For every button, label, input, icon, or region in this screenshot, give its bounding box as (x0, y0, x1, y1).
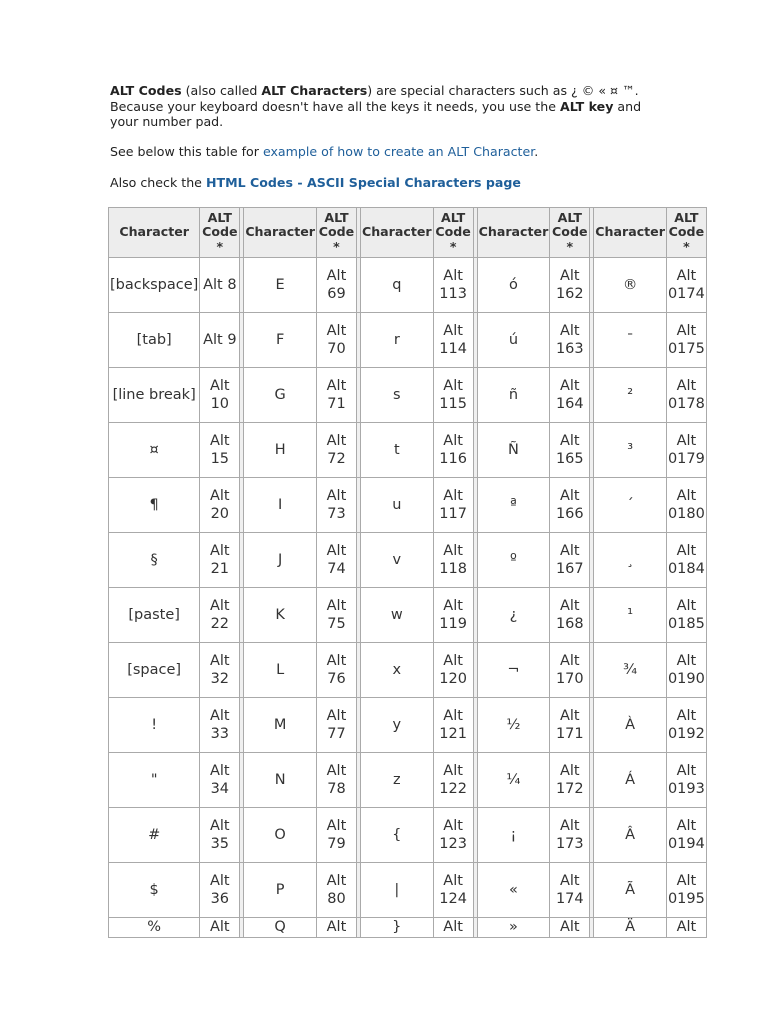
character-cell: Â (594, 808, 667, 863)
character-cell: O (244, 808, 317, 863)
html-codes-link[interactable]: HTML Codes - ASCII Special Characters page (205, 175, 521, 190)
alt-code-cell: Alt 168 (550, 588, 590, 643)
character-cell: [backspace] (109, 258, 200, 313)
character-cell: H (244, 423, 317, 478)
alt-code-cell: Alt 0180 (667, 478, 707, 533)
table-row (109, 643, 707, 698)
alt-code-cell: Alt 0175 (667, 313, 707, 368)
character-cell: } (361, 918, 434, 938)
character-cell: ¯ (594, 313, 667, 368)
alt-code-cell: Alt 69 (317, 258, 357, 313)
example-link[interactable]: example of how to create an ALT Character (262, 144, 535, 159)
alt-code-cell: Alt 0195 (667, 863, 707, 918)
alt-code-cell: Alt 122 (434, 753, 474, 808)
alt-code-cell: Alt 0179 (667, 423, 707, 478)
character-cell: $ (109, 863, 200, 918)
alt-code-cell: Alt 172 (550, 753, 590, 808)
table-row (109, 808, 707, 863)
also-check-paragraph (110, 175, 521, 191)
character-cell: ¤ (109, 423, 200, 478)
header-alt-code: ALT Code * (550, 208, 590, 258)
character-cell: ñ (478, 368, 551, 423)
character-cell: ú (478, 313, 551, 368)
alt-code-cell: Alt 70 (317, 313, 357, 368)
see-below-paragraph (110, 144, 538, 160)
alt-code-cell: Alt 0174 (667, 258, 707, 313)
intro-text-2: ) are special characters such as ¿ © « ¤ ™. Because your keyboard doesn't have all the keys it needs, you use the (110, 83, 639, 114)
header-character: Character (594, 208, 667, 258)
character-cell: L (244, 643, 317, 698)
alt-code-cell: Alt 167 (550, 533, 590, 588)
character-cell: ¼ (478, 753, 551, 808)
alt-code-cell: Alt 73 (317, 478, 357, 533)
character-cell: | (361, 863, 434, 918)
character-cell: ½ (478, 698, 551, 753)
table-row (109, 368, 707, 423)
character-cell: E (244, 258, 317, 313)
see-below-text: See below this table for (110, 144, 263, 159)
alt-code-cell: Alt 80 (317, 863, 357, 918)
character-cell: x (361, 643, 434, 698)
alt-code-cell: Alt 119 (434, 588, 474, 643)
character-cell: ® (594, 258, 667, 313)
alt-code-cell: Alt (200, 918, 240, 938)
alt-code-cell: Alt 21 (200, 533, 240, 588)
alt-code-cell: Alt (434, 918, 474, 938)
alt-code-cell: Alt 173 (550, 808, 590, 863)
character-cell: § (109, 533, 200, 588)
alt-code-cell: Alt 22 (200, 588, 240, 643)
character-cell: ´ (594, 478, 667, 533)
header-character: Character (361, 208, 434, 258)
character-cell: J (244, 533, 317, 588)
character-cell: ¹ (594, 588, 667, 643)
alt-code-cell: Alt 113 (434, 258, 474, 313)
table-row (109, 753, 707, 808)
alt-code-cell: Alt 74 (317, 533, 357, 588)
character-cell: r (361, 313, 434, 368)
character-cell: q (361, 258, 434, 313)
alt-code-cell: Alt 174 (550, 863, 590, 918)
character-cell: # (109, 808, 200, 863)
intro-paragraph (110, 83, 650, 130)
character-cell: º (478, 533, 551, 588)
alt-code-cell: Alt 76 (317, 643, 357, 698)
character-cell: z (361, 753, 434, 808)
alt-code-cell: Alt 77 (317, 698, 357, 753)
character-cell: G (244, 368, 317, 423)
alt-code-cell: Alt 123 (434, 808, 474, 863)
alt-code-cell: Alt 72 (317, 423, 357, 478)
character-cell: ¾ (594, 643, 667, 698)
character-cell: I (244, 478, 317, 533)
header-character: Character (478, 208, 551, 258)
alt-code-cell: Alt 9 (200, 313, 240, 368)
character-cell: « (478, 863, 551, 918)
alt-code-cell: Alt 79 (317, 808, 357, 863)
term-alt-codes: ALT Codes (110, 83, 182, 98)
alt-code-cell: Alt (550, 918, 590, 938)
character-cell: v (361, 533, 434, 588)
character-cell: [line break] (109, 368, 200, 423)
character-cell: " (109, 753, 200, 808)
character-cell: K (244, 588, 317, 643)
see-below-period: . (534, 144, 539, 159)
alt-code-cell: Alt (667, 918, 707, 938)
alt-code-cell: Alt (317, 918, 357, 938)
character-cell: Q (244, 918, 317, 938)
character-cell: N (244, 753, 317, 808)
character-cell: Ñ (478, 423, 551, 478)
character-cell: Á (594, 753, 667, 808)
alt-code-cell: Alt 114 (434, 313, 474, 368)
alt-code-cell: Alt 115 (434, 368, 474, 423)
character-cell: ¡ (478, 808, 551, 863)
table-row (109, 313, 707, 368)
character-cell: y (361, 698, 434, 753)
character-cell: ¬ (478, 643, 551, 698)
term-alt-characters: ALT Characters (261, 83, 368, 98)
alt-code-cell: Alt 33 (200, 698, 240, 753)
character-cell: w (361, 588, 434, 643)
alt-code-cell: Alt 36 (200, 863, 240, 918)
table-row (109, 478, 707, 533)
table-row (109, 918, 707, 938)
alt-code-cell: Alt 78 (317, 753, 357, 808)
character-cell: [tab] (109, 313, 200, 368)
alt-code-cell: Alt 117 (434, 478, 474, 533)
alt-code-cell: Alt 0178 (667, 368, 707, 423)
alt-code-cell: Alt 0185 (667, 588, 707, 643)
table-row (109, 698, 707, 753)
alt-code-cell: Alt 171 (550, 698, 590, 753)
alt-code-cell: Alt 35 (200, 808, 240, 863)
character-cell: s (361, 368, 434, 423)
character-cell: u (361, 478, 434, 533)
alt-code-cell: Alt 166 (550, 478, 590, 533)
also-check-text: Also check the (110, 175, 206, 190)
character-cell: Ã (594, 863, 667, 918)
intro-text-1: (also called (181, 83, 262, 98)
alt-code-cell: Alt 164 (550, 368, 590, 423)
alt-code-cell: Alt 165 (550, 423, 590, 478)
alt-code-cell: Alt 162 (550, 258, 590, 313)
alt-code-cell: Alt 116 (434, 423, 474, 478)
header-alt-code: ALT Code * (200, 208, 240, 258)
alt-code-cell: Alt 75 (317, 588, 357, 643)
character-cell: { (361, 808, 434, 863)
header-alt-code: ALT Code * (434, 208, 474, 258)
alt-code-cell: Alt 0184 (667, 533, 707, 588)
character-cell: » (478, 918, 551, 938)
character-cell: ª (478, 478, 551, 533)
header-character: Character (244, 208, 317, 258)
character-cell: À (594, 698, 667, 753)
alt-code-cell: Alt 0193 (667, 753, 707, 808)
header-row (109, 208, 707, 258)
character-cell: ² (594, 368, 667, 423)
alt-code-cell: Alt 0190 (667, 643, 707, 698)
alt-code-cell: Alt 15 (200, 423, 240, 478)
alt-code-cell: Alt 124 (434, 863, 474, 918)
alt-code-cell: Alt 34 (200, 753, 240, 808)
table-row (109, 423, 707, 478)
header-character: Character (109, 208, 200, 258)
character-cell: ó (478, 258, 551, 313)
alt-code-cell: Alt 0192 (667, 698, 707, 753)
character-cell: P (244, 863, 317, 918)
alt-code-cell: Alt 0194 (667, 808, 707, 863)
alt-code-cell: Alt 20 (200, 478, 240, 533)
alt-code-cell: Alt 163 (550, 313, 590, 368)
alt-code-cell: Alt 120 (434, 643, 474, 698)
alt-code-cell: Alt 170 (550, 643, 590, 698)
alt-code-cell: Alt 121 (434, 698, 474, 753)
term-alt-key: ALT key (559, 98, 614, 114)
character-cell: ³ (594, 423, 667, 478)
header-alt-code: ALT Code * (317, 208, 357, 258)
character-cell: ! (109, 698, 200, 753)
character-cell: % (109, 918, 200, 938)
alt-code-cell: Alt 10 (200, 368, 240, 423)
character-cell: t (361, 423, 434, 478)
table-row (109, 588, 707, 643)
character-cell: M (244, 698, 317, 753)
character-cell: Ä (594, 918, 667, 938)
alt-code-cell: Alt 118 (434, 533, 474, 588)
table-row (109, 533, 707, 588)
character-cell: [space] (109, 643, 200, 698)
alt-codes-table (108, 207, 707, 938)
alt-code-cell: Alt 8 (200, 258, 240, 313)
alt-code-cell: Alt 32 (200, 643, 240, 698)
alt-code-cell: Alt 71 (317, 368, 357, 423)
character-cell: ¸ (594, 533, 667, 588)
character-cell: F (244, 313, 317, 368)
character-cell: ¿ (478, 588, 551, 643)
header-alt-code: ALT Code * (667, 208, 707, 258)
table-row (109, 258, 707, 313)
table-row (109, 863, 707, 918)
character-cell: [paste] (109, 588, 200, 643)
character-cell: ¶ (109, 478, 200, 533)
intro-text-3: and your number pad. (110, 98, 642, 129)
